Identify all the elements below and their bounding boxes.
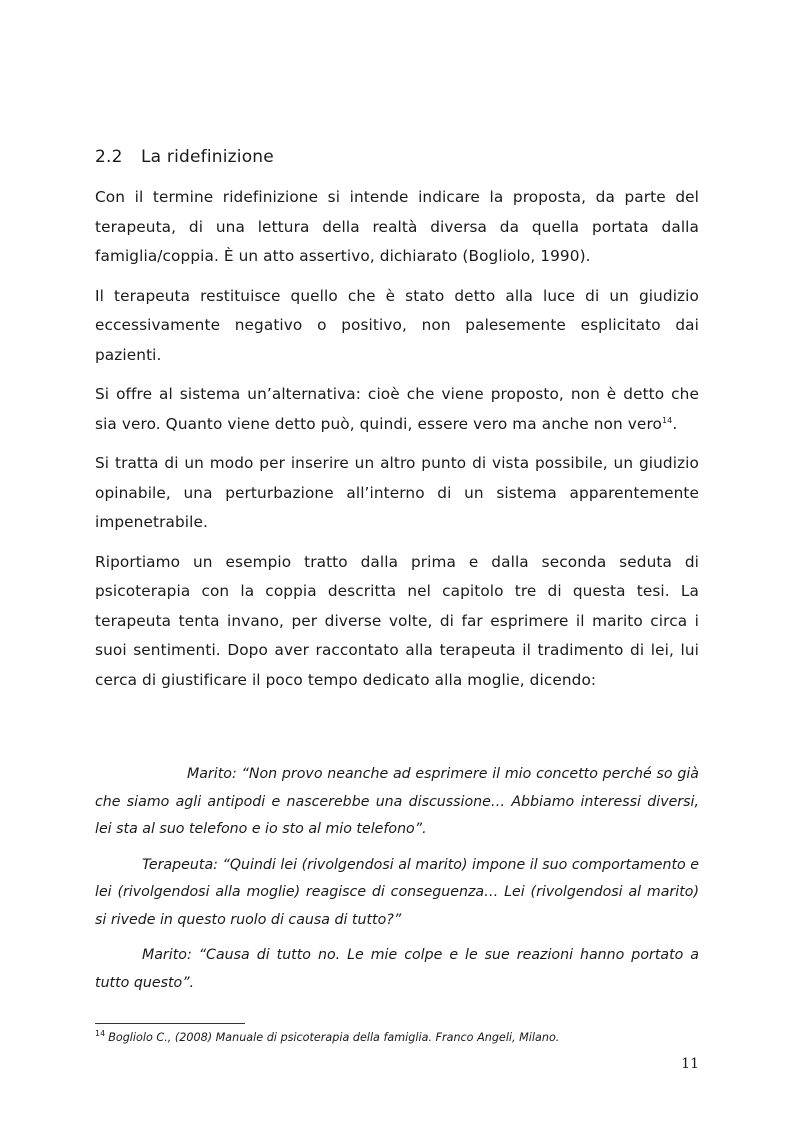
paragraph-3-text: Si offre al sistema un’alternativa: cioè che viene proposto, non è detto che sia vero. Quanto viene detto può, quindi, essere vero ma anche non vero [95, 385, 699, 433]
footnote [95, 1030, 699, 1046]
paragraph-5: Riportiamo un esempio tratto dalla prima e dalla seconda seduta di psicoterapia con la coppia descritta nel capitolo tre di questa tesi. La terapeuta tenta invano, per diverse volte, di far esprimere il marito circa i suoi sentimenti. Dopo aver raccontato alla terapeuta il tradimento di lei, lui cerca di giustificare il poco tempo dedicato alla moglie, dicendo: [95, 552, 699, 689]
dialogue-line-2: Terapeuta: “Quindi lei (rivolgendosi al marito) impone il suo comportamento e lei (rivolgendosi alla moglie) reagisce di conseguenza… Lei (rivolgendosi al marito) si rivede in questo ruolo di causa di tutto?” [95, 856, 699, 928]
footnote-divider [95, 1023, 245, 1024]
section-title: La ridefinizione [141, 147, 274, 167]
paragraph-3-end: . [672, 414, 678, 433]
paragraph-3 [95, 380, 699, 439]
paragraph-4: Si tratta di un modo per inserire un altro punto di vista possibile, un giudizio opinabile, una perturbazione all’interno di un sistema apparentemente impenetrabile. [95, 454, 699, 531]
paragraph-1: Con il termine ridefinizione si intende indicare la proposta, da parte del terapeuta, di una lettura della realtà diversa da quella portata dalla famiglia/coppia. È un atto assertivo, dichiarato (Bogliolo, 1990). [95, 188, 699, 265]
section-heading [95, 147, 274, 167]
section-number: 2.2 [95, 147, 123, 167]
footnote-number: 14 [95, 1029, 106, 1039]
page-number: 11 [681, 1056, 699, 1072]
dialogue-excerpt [95, 761, 699, 1005]
dialogue-line-1: Marito: “Non provo neanche ad esprimere il mio concetto perché so già che siamo agli antipodi e nascerebbe una discussione… Abbiamo interessi diversi, lei sta al suo telefono e io sto al mio telefono”. [95, 766, 699, 837]
footnote-text: Bogliolo C., (2008) Manuale di psicoterapia della famiglia. Franco Angeli, Milano. [108, 1031, 560, 1044]
body-text [95, 183, 699, 705]
footnote-reference[interactable]: 14 [661, 415, 673, 425]
dialogue-line-3: Marito: “Causa di tutto no. Le mie colpe e le sue reazioni hanno portato a tutto questo”. [95, 947, 699, 991]
paragraph-2: Il terapeuta restituisce quello che è stato detto alla luce di un giudizio eccessivamente negativo o positivo, non palesemente esplicitato dai pazienti. [95, 286, 699, 364]
